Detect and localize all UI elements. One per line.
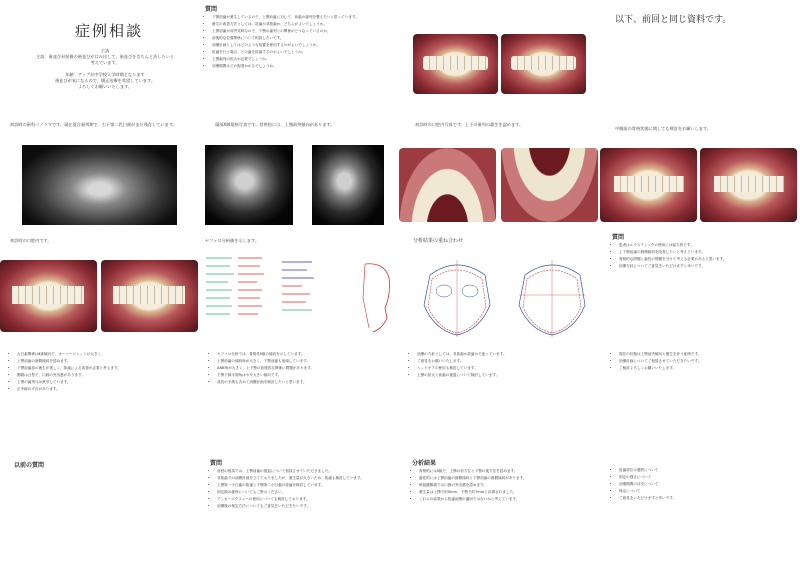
question-item: • 固定源の確保についてもご教示ください。 bbox=[217, 490, 395, 495]
finding-item: • 側貌は凸型で、口唇の突出感があります。 bbox=[17, 373, 197, 378]
analysis-item: • 軟組織側貌では口唇の突出感を認めます。 bbox=[419, 483, 597, 488]
closing-list bbox=[612, 468, 799, 503]
finding-item: • ヘッドギアの使用も検討しています。 bbox=[417, 366, 597, 371]
findings-list-4 bbox=[612, 352, 799, 373]
question-item: • 治療方針についてご意見をいただけますと幸いです。 bbox=[619, 264, 797, 269]
previous-question-heading: 以前の質問 bbox=[14, 462, 45, 469]
finding-item: • セファロ分析では、骨格性Ⅱ級の傾向を示しています。 bbox=[217, 352, 397, 357]
finding-item: • ご意見をお願いいたします。 bbox=[417, 359, 597, 364]
panel-question-3 bbox=[210, 458, 395, 558]
panel-question-1 bbox=[205, 4, 395, 114]
intraoral-caption: 初診時の口腔内写真です。上下の歯列の叢生を認めます。 bbox=[415, 122, 524, 127]
finding-item: • 成長の予測も含めて治療計画を検討したいと思います。 bbox=[217, 380, 397, 385]
finding-item: • 治療の方針としては、非抜歯か抜歯かで迷っています。 bbox=[417, 352, 597, 357]
findings-list-3 bbox=[410, 352, 597, 380]
intro-line: 年齢：アップが中学校入学時期となります bbox=[65, 72, 145, 77]
closing-item: • 抜歯部位の選択について bbox=[619, 468, 799, 473]
question-heading: 質問 bbox=[612, 234, 625, 241]
intro-line: 歯並びが気になるので、矯正治療を希望しています。 bbox=[54, 78, 156, 83]
analysis-item: • これらの結果から抜歯治療が適切ではないかと考えています。 bbox=[419, 497, 597, 502]
teeth bbox=[113, 286, 185, 304]
panel-question-2 bbox=[612, 232, 797, 332]
frontal-tracing-left bbox=[410, 255, 505, 340]
analysis-item: • 叢生量は上顎で約5mm、下顎で約7mmと計測されました。 bbox=[419, 490, 597, 495]
finding-item: • 正中線のずれがあります。 bbox=[17, 387, 197, 392]
intro-line: よろしくお願いいたします。 bbox=[77, 84, 133, 89]
ceph-caption: 頭部X線規格写真です。骨格的には、上顎前突傾向があります。 bbox=[215, 122, 335, 127]
teeth bbox=[423, 56, 488, 70]
teeth bbox=[714, 176, 784, 192]
intro-text bbox=[20, 48, 190, 90]
frontal-tracing-right bbox=[505, 255, 600, 340]
intraoral-photo-frontal-left bbox=[413, 34, 498, 94]
question-item: • 上顎第一小臼歯の抜歯と下顎第二小臼歯の抜歯を検討しています。 bbox=[217, 483, 395, 488]
finding-item: • 治療計画についてご相談させていただきたいです。 bbox=[619, 359, 799, 364]
intro-line: 主訴：歯並びが前後の歯並びがはみ出して、歯並びをきちんと治したいと bbox=[35, 54, 175, 59]
finding-item: • 大臼歯関係はⅡ級傾向で、オーバージェットが大きく、 bbox=[17, 352, 197, 357]
question-list bbox=[612, 243, 797, 269]
panoramic-caption: 初診時の歯科パノラマです。現在混合歯列期で、右下第二乳臼歯がまだ残存しています。 bbox=[10, 122, 177, 127]
analysis-item: • 歯性的には上顎前歯の唇側傾斜と下顎前歯の唇側傾斜があります。 bbox=[419, 476, 597, 481]
question-item: • 患者はエラスティックの使用には協力的です。 bbox=[619, 243, 797, 248]
question-item: • 上顎歯列の拡大が必要でしょうか。 bbox=[212, 57, 395, 62]
question-item: • 上下顎前歯の唇側傾斜を改善したいと考えています。 bbox=[619, 250, 797, 255]
finding-item: • 上顎前歯の傾斜角が大きく、下顎前歯も前傾しています。 bbox=[217, 359, 397, 364]
teeth bbox=[614, 176, 684, 192]
upper-occlusal-photo bbox=[399, 148, 496, 222]
panel-analysis-results bbox=[412, 458, 597, 558]
intraoral-photo-side-right bbox=[700, 148, 797, 222]
finding-item: • 上顎の歯列弓は狭窄しています。 bbox=[17, 380, 197, 385]
intraoral-photo-side-left bbox=[600, 148, 697, 222]
table-rows bbox=[206, 258, 314, 314]
finding-item: • 下顎下縁平面角はやや大きい傾向です。 bbox=[217, 373, 397, 378]
question-item: • 前回の相談では、上顎前歯の後退について相談させていただきました。 bbox=[217, 469, 395, 474]
ceph-analysis-caption: セファロ分析値を示します。 bbox=[205, 238, 260, 243]
finding-item: • ANB角が大きく、上下顎の前後的な関係に問題があります。 bbox=[217, 366, 397, 371]
lateral-ceph-xray bbox=[205, 145, 293, 225]
closing-item: • 治療期間の目安について bbox=[619, 482, 799, 487]
superimposition-title: 分析結果の重ね合わせ bbox=[413, 238, 464, 244]
question-item: • 下顎前歯が叢生しているので、上顎前歯に対して、前歯の歯列を整えたいと思っています。 bbox=[212, 15, 395, 20]
closing-item: • 固定の強さについて bbox=[619, 475, 799, 480]
findings-list-2 bbox=[210, 352, 397, 387]
ceph-analysis-table bbox=[202, 250, 342, 330]
midface-note: 中顔面の骨格状態に関しても検討をお願いします。 bbox=[615, 126, 711, 131]
question-item: • 治療期間はどの程度かかるでしょうか。 bbox=[212, 64, 395, 69]
finding-item: • 現在の状態は上顎前突傾向と叢生を伴う症例です。 bbox=[619, 352, 799, 357]
question-item: • 上顎前歯が前突気味なので、下顎の歯列との関係がどうなっているのか、 bbox=[212, 29, 395, 34]
closing-item: • 保定について bbox=[619, 489, 799, 494]
analysis-heading: 分析結果 bbox=[412, 460, 437, 467]
findings-list-1 bbox=[10, 352, 197, 394]
lower-occlusal-photo bbox=[501, 148, 598, 222]
question-item: • 叢生の改善方法としては、抜歯か非抜歯か、どちらがよいでしょうか。 bbox=[212, 22, 395, 27]
question-item: • 骨格的な問題と歯性の問題を分けて考える必要があると思います。 bbox=[619, 257, 797, 262]
finding-item: • ご検討よろしくお願いいたします。 bbox=[619, 366, 799, 371]
closing-item: • ご意見をいただけますと幸いです。 bbox=[619, 496, 799, 501]
intro-line: 考えています。 bbox=[90, 60, 120, 65]
intro-line: 主訴 bbox=[100, 48, 110, 53]
question-item: • 治療後の保定方法についてもご意見をいただきたいです。 bbox=[217, 504, 395, 509]
teeth bbox=[12, 286, 84, 304]
question-item: • アンカースクリューの使用についても検討しております。 bbox=[217, 497, 395, 502]
profile-tracing bbox=[345, 258, 405, 338]
initial-photo-right bbox=[101, 260, 198, 332]
question-heading: 質問 bbox=[205, 6, 218, 13]
frontal-ceph-xray bbox=[312, 145, 384, 225]
question-item: • 前後的な位置関係について相談したいです。 bbox=[212, 36, 395, 41]
intraoral-photo-frontal-right bbox=[501, 34, 586, 94]
question-list bbox=[210, 469, 395, 509]
panoramic-xray bbox=[22, 145, 177, 225]
initial-photo-caption: 初診時の口腔内です。 bbox=[10, 238, 52, 243]
analysis-item: • 骨格的にはⅡ級で、上顎の前方位と下顎の後方位を認めます。 bbox=[419, 469, 597, 474]
panel-case-title bbox=[10, 6, 195, 116]
question-list bbox=[205, 15, 395, 69]
question-item: • 抜歯を行う場合、どの歯を抜歯するのがよいでしょうか。 bbox=[212, 50, 395, 55]
finding-item: • 下顎前歯部の叢生が著しく、抜歯による改善が必要と考えます。 bbox=[17, 366, 197, 371]
question-item: • 治療計画としてはどのような装置を使用するのがよいでしょうか。 bbox=[212, 43, 395, 48]
finding-item: • 上顎の拡大と前歯の後退について検討しています。 bbox=[417, 373, 597, 378]
question-heading: 質問 bbox=[210, 460, 223, 467]
initial-photo-left bbox=[0, 260, 97, 332]
teeth bbox=[511, 56, 576, 70]
question-item: • 非抜歯での治療計画を立てておりましたが、叢生量が大きいため、抜歯も検討しています。 bbox=[217, 476, 395, 481]
same-materials-note: 以下、前回と同じ資料です。 bbox=[615, 15, 732, 25]
analysis-list bbox=[412, 469, 597, 502]
finding-item: • 上顎前歯の唇側傾斜を認めます。 bbox=[17, 359, 197, 364]
page-title: 症例相談 bbox=[75, 22, 144, 40]
